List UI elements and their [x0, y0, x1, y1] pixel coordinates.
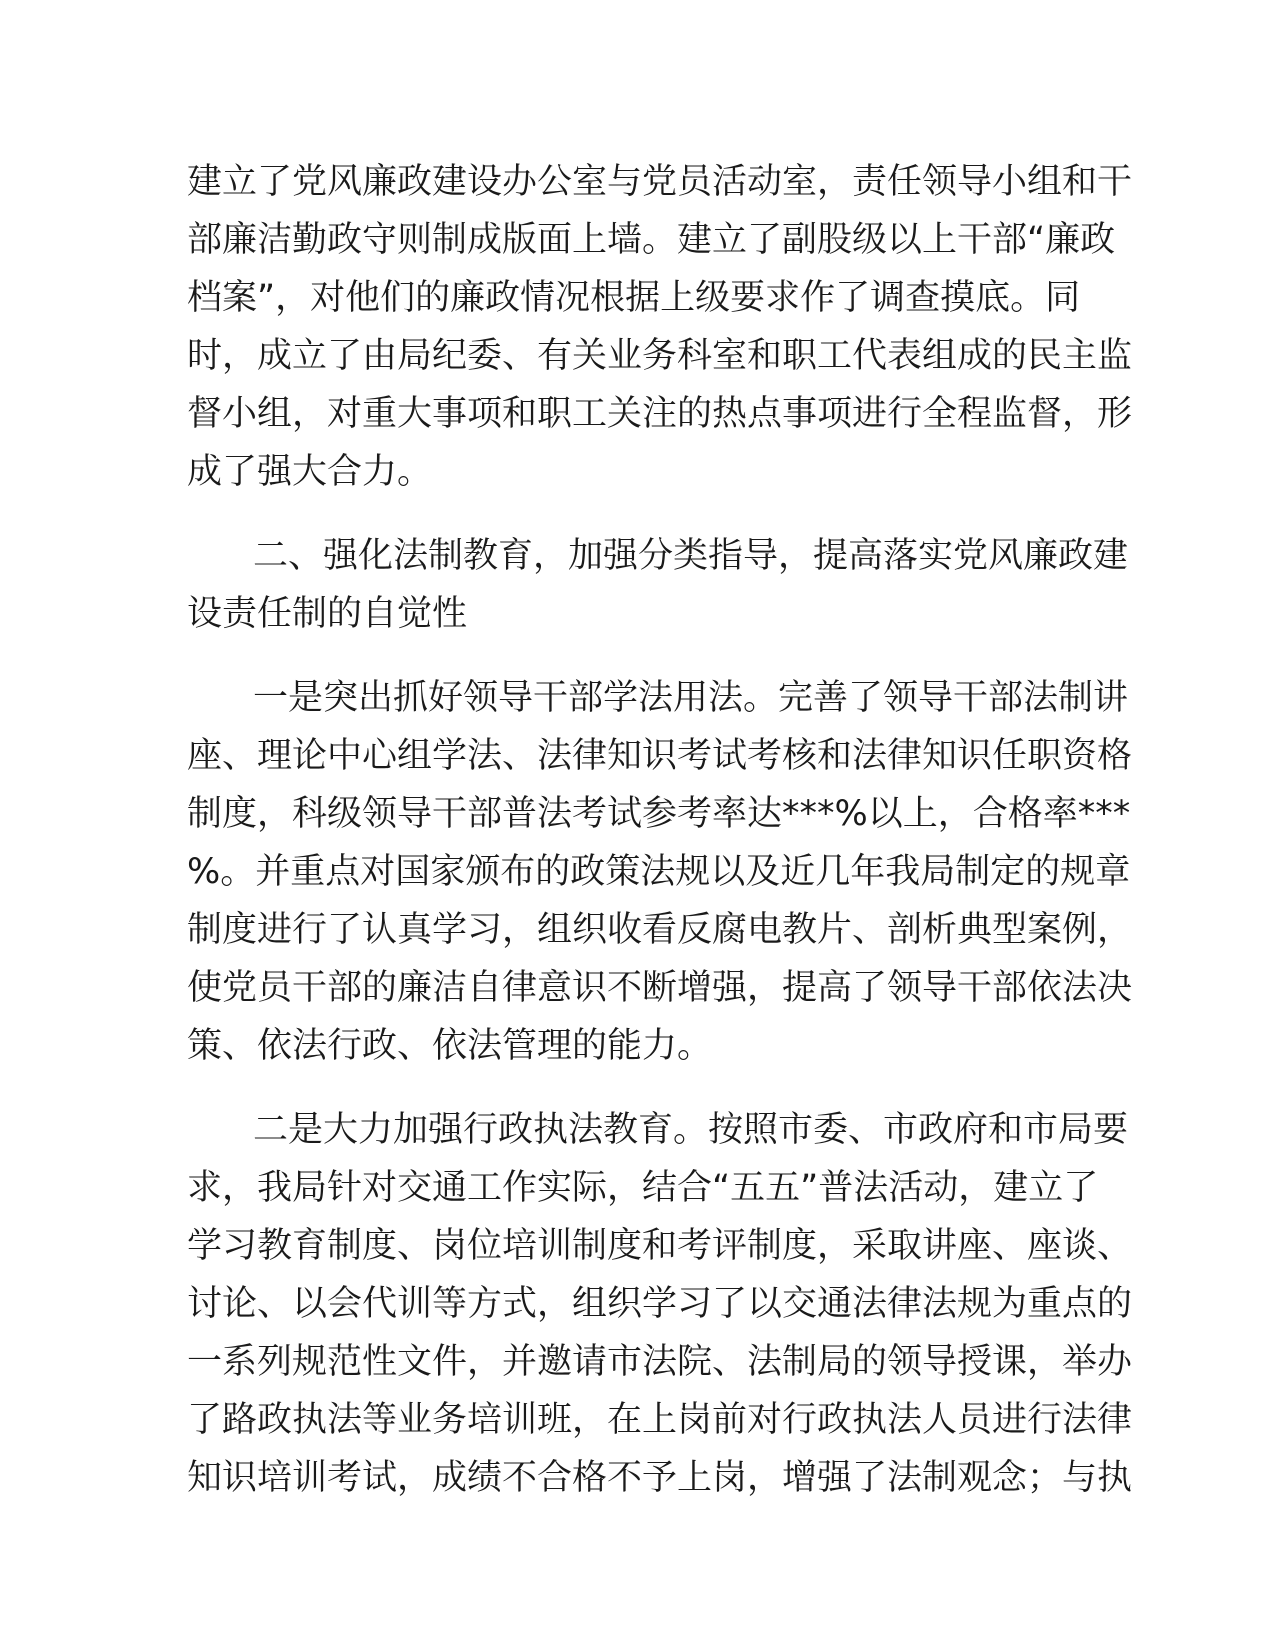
text-line: 二是大力加强行政执法教育。按照市委、市政府和市局要	[253, 1110, 1129, 1150]
text-line: 制度，科级领导干部普法考试参考率达***%以上，合格率***	[187, 794, 1131, 834]
paragraph-4	[187, 1101, 1133, 1507]
text-line: 部廉洁勤政守则制成版面上墙。建立了副股级以上干部“廉政	[187, 220, 1116, 260]
text-line: 成了强大合力。	[187, 452, 433, 492]
text-line: 了路政执法等业务培训班，在上岗前对行政执法人员进行法律	[187, 1400, 1133, 1440]
paragraph-3	[187, 669, 1133, 1075]
paragraph-1	[187, 153, 1133, 501]
text-line: 档案”，对他们的廉政情况根据上级要求作了调查摸底。同	[187, 278, 1081, 318]
text-line: 时，成立了由局纪委、有关业务科室和职工代表组成的民主监	[187, 336, 1133, 376]
text-line: 建立了党风廉政建设办公室与党员活动室，责任领导小组和干	[187, 162, 1133, 202]
text-line: 一系列规范性文件，并邀请市法院、法制局的领导授课，举办	[187, 1342, 1133, 1382]
paragraph-spacer	[187, 501, 1087, 527]
section-heading-2	[187, 527, 1129, 643]
text-line: 使党员干部的廉洁自律意识不断增强，提高了领导干部依法决	[187, 968, 1133, 1008]
heading-line: 设责任制的自觉性	[187, 594, 468, 634]
text-line: 一是突出抓好领导干部学法用法。完善了领导干部法制讲	[253, 678, 1129, 718]
text-line: 学习教育制度、岗位培训制度和考评制度，采取讲座、座谈、	[187, 1226, 1133, 1266]
document-body	[187, 153, 1133, 1507]
text-line: 督小组，对重大事项和职工关注的热点事项进行全程监督，形	[187, 394, 1133, 434]
text-line: 求，我局针对交通工作实际，结合“五五”普法活动，建立了	[187, 1168, 1099, 1208]
text-line: 制度进行了认真学习，组织收看反腐电教片、剖析典型案例，	[187, 910, 1133, 950]
paragraph-spacer	[187, 643, 1087, 669]
text-line: 知识培训考试，成绩不合格不予上岗，增强了法制观念；与执	[187, 1458, 1133, 1498]
text-line: 策、依法行政、依法管理的能力。	[187, 1026, 713, 1066]
heading-line: 二、强化法制教育，加强分类指导，提高落实党风廉政建	[253, 536, 1129, 576]
text-line: %。并重点对国家颁布的政策法规以及近几年我局制定的规章	[187, 852, 1131, 892]
text-line: 座、理论中心组学法、法律知识考试考核和法律知识任职资格	[187, 736, 1133, 776]
text-line: 讨论、以会代训等方式，组织学习了以交通法律法规为重点的	[187, 1284, 1133, 1324]
paragraph-spacer	[187, 1075, 1087, 1101]
